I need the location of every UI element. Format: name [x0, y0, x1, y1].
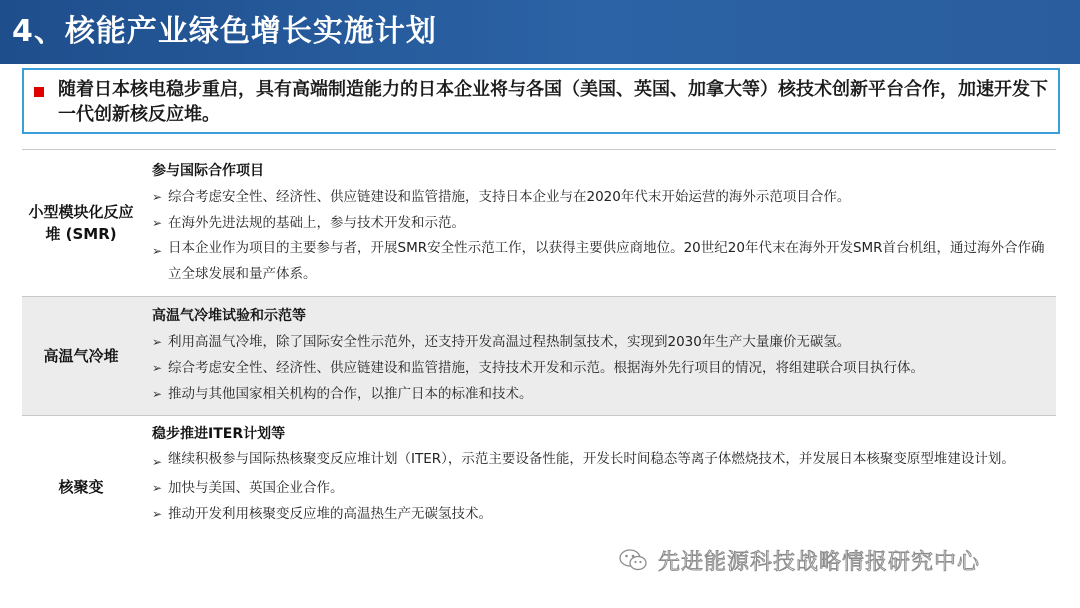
row-heading: 参与国际合作项目 [152, 163, 264, 179]
arrow-bullet-icon: ➢ [152, 455, 163, 469]
row-body [152, 161, 1048, 287]
arrow-bullet-icon: ➢ [152, 361, 163, 375]
row-label: 小型模块化反应堆 (SMR) [28, 202, 134, 243]
page-title: 4、核能产业绿色增长实施计划 [12, 14, 437, 49]
arrow-bullet-icon: ➢ [152, 387, 163, 401]
title-bar [0, 0, 1080, 64]
row-heading: 高温气冷堆试验和示范等 [152, 308, 306, 324]
watermark-text: 先进能源科技战略情报研究中心 [658, 549, 981, 575]
wechat-icon [618, 547, 648, 573]
red-bullet-icon [34, 87, 44, 97]
arrow-bullet-icon: ➢ [152, 507, 163, 521]
row-heading: 稳步推进ITER计划等 [152, 426, 286, 442]
row-body [152, 424, 1048, 524]
plan-table [22, 149, 1056, 559]
list-item: ➢ 继续积极参与国际热核聚变反应堆计划（ITER），示范主要设备性能，开发长时间稳态等离子体燃烧技术，并发展日本核聚变原型堆建设计划。 [152, 446, 1048, 472]
list-item: ➢ 综合考虑安全性、经济性、供应链建设和监管措施，支持技术开发和示范。根据海外先行项目的情况，将组建联合项目执行体。 [152, 360, 924, 376]
list-item: ➢ 加快与美国、英国企业合作。 [152, 480, 344, 496]
highlight-text: 随着日本核电稳步重启，具有高端制造能力的日本企业将与各国（美国、英国、加拿大等）核技术创新平台合作，加速开发下一代创新核反应堆。 [58, 79, 1048, 125]
table-row-smr [22, 150, 1056, 295]
list-item: ➢ 综合考虑安全性、经济性、供应链建设和监管措施，支持日本企业与在2020年代末开始运营的海外示范项目合作。 [152, 189, 851, 205]
arrow-bullet-icon: ➢ [152, 244, 163, 258]
row-label: 核聚变 [58, 478, 104, 496]
list-item: ➢ 推动开发利用核聚变反应堆的高温热生产无碳氢技术。 [152, 506, 492, 522]
row-label: 高温气冷堆 [43, 347, 119, 365]
list-item: ➢ 在海外先进法规的基础上，参与技术开发和示范。 [152, 215, 465, 231]
arrow-bullet-icon: ➢ [152, 481, 163, 495]
table-row-htgr [22, 297, 1056, 415]
table-row-fusion [22, 416, 1056, 558]
arrow-bullet-icon: ➢ [152, 190, 163, 204]
arrow-bullet-icon: ➢ [152, 216, 163, 230]
list-item: ➢ 日本企业作为项目的主要参与者，开展SMR安全性示范工作，以获得主要供应商地位。20世纪20年代末在海外开发SMR首台机组，通过海外合作确立全球发展和量产体系。 [152, 240, 1045, 282]
row-body [152, 306, 1048, 404]
list-item: ➢ 推动与其他国家相关机构的合作，以推广日本的标准和技术。 [152, 386, 533, 402]
highlight-box [22, 68, 1060, 134]
watermark [618, 545, 1058, 575]
arrow-bullet-icon: ➢ [152, 335, 163, 349]
list-item: ➢ 利用高温气冷堆，除了国际安全性示范外，还支持开发高温过程热制氢技术，实现到2030年生产大量廉价无碳氢。 [152, 334, 851, 350]
